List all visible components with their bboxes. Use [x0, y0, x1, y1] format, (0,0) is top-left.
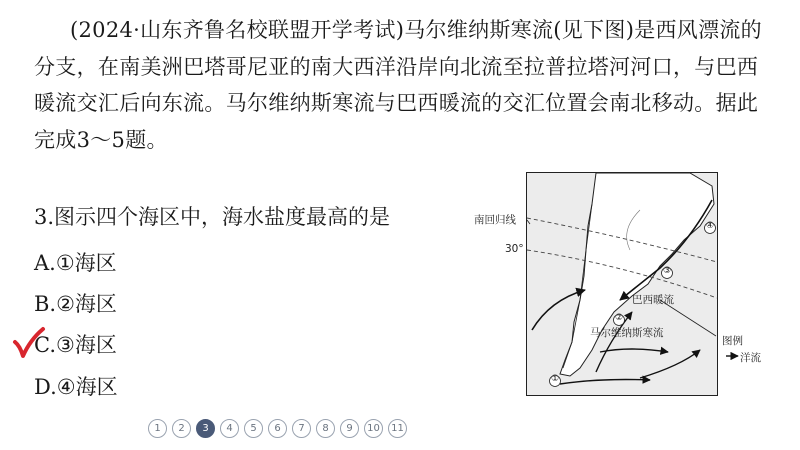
page-button[interactable]: 4	[220, 419, 239, 438]
page-button[interactable]: 10	[364, 419, 383, 438]
region-label: ④	[706, 221, 715, 231]
option-a[interactable]	[34, 248, 117, 278]
region-label: ②	[615, 313, 624, 323]
option-letter: C.	[34, 333, 56, 357]
latitude-label: 30°	[505, 243, 524, 255]
page-button[interactable]: 1	[148, 419, 167, 438]
option-c[interactable]	[34, 330, 117, 360]
option-letter: B.	[34, 292, 57, 316]
cold-current-label: 马尔维纳斯寒流	[590, 327, 664, 339]
warm-current-label: 巴西暖流	[632, 294, 674, 306]
page-button[interactable]: 2	[172, 419, 191, 438]
page-button[interactable]: 7	[292, 419, 311, 438]
tropic-label: 南回归线	[474, 214, 516, 226]
page-button[interactable]: 6	[268, 419, 287, 438]
option-text: ①海区	[55, 251, 117, 275]
page-button[interactable]: 9	[340, 419, 359, 438]
option-text: ②海区	[56, 292, 117, 316]
page-button-active[interactable]: 3	[196, 419, 215, 438]
check-mark-icon	[12, 326, 46, 362]
option-text: ④海区	[56, 375, 118, 399]
passage-text: (2024·山东齐鲁名校联盟开学考试)马尔维纳斯寒流(见下图)是西风漂流的分支，在南美洲巴塔哥尼亚的南大西洋沿岸向北流至拉普拉塔河河口，与巴西暖流交汇后向东流。马尔维纳斯寒流与巴西暖流的交汇位置会南北移动。据此完成3～5题。	[34, 18, 762, 152]
region-label: ①	[551, 374, 560, 384]
page-button[interactable]: 11	[388, 419, 407, 438]
option-letter: A.	[34, 251, 56, 275]
option-b[interactable]	[34, 289, 117, 319]
question-pager	[148, 419, 407, 438]
region-label: ③	[663, 266, 672, 276]
option-letter: D.	[34, 375, 57, 399]
question-stem: 3.图示四个海区中，海水盐度最高的是	[34, 205, 391, 229]
legend-item: 洋流	[740, 352, 761, 364]
page-button[interactable]: 8	[316, 419, 335, 438]
option-d[interactable]	[34, 372, 118, 402]
option-text: ③海区	[56, 333, 117, 357]
legend-title: 图例	[722, 335, 743, 347]
page-button[interactable]: 5	[244, 419, 263, 438]
